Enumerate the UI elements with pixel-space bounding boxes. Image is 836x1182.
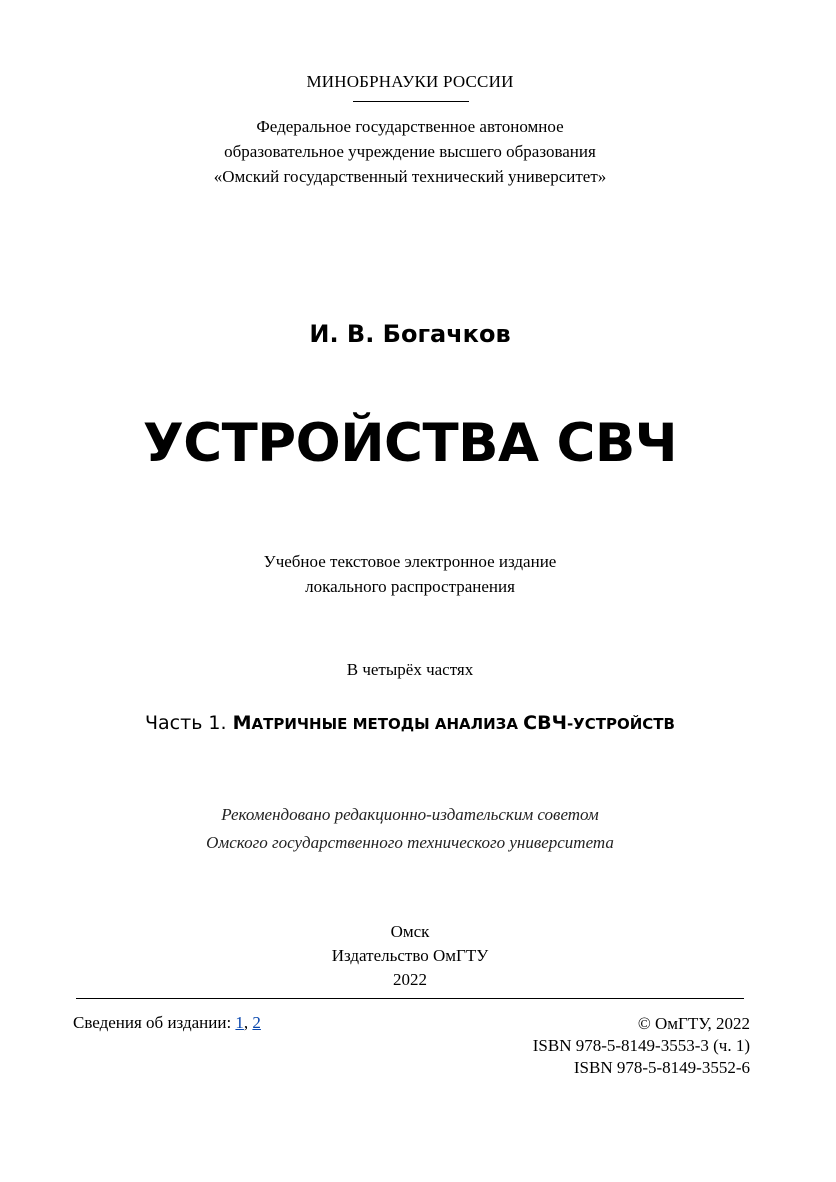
part-title <box>0 712 820 734</box>
ministry-divider <box>353 101 469 102</box>
part-name-rest-2: -УСТРОЙСТВ <box>566 715 675 733</box>
author-name: И. В. Богачков <box>309 320 511 348</box>
recommendation-line-2: Омского государственного технического университета <box>206 833 614 852</box>
part-name-initial: М <box>232 712 252 734</box>
edition-description <box>0 549 820 599</box>
part-name <box>233 712 675 734</box>
publisher-block <box>0 920 820 992</box>
part-name-caps: СВЧ <box>523 712 567 734</box>
copyright-block <box>533 1013 750 1079</box>
isbn-part: ISBN 978-5-8149-3553-3 (ч. 1) <box>532 1036 750 1055</box>
footer-divider <box>76 998 744 999</box>
part-prefix: Часть 1. <box>145 712 233 734</box>
institution-line-2: образовательное учреждение высшего образования <box>224 142 596 161</box>
edition-info <box>73 1013 261 1033</box>
publisher-house: Издательство ОмГТУ <box>331 946 489 965</box>
publisher-city: Омск <box>390 922 430 941</box>
edition-info-separator: , <box>243 1013 253 1032</box>
edition-line-2: локального распространения <box>305 577 515 596</box>
recommendation <box>0 801 820 857</box>
institution-block <box>0 114 820 189</box>
publisher-year: 2022 <box>393 970 427 989</box>
edition-line-1: Учебное текстовое электронное издание <box>263 552 557 571</box>
institution-line-1: Федеральное государственное автономное <box>256 117 564 136</box>
isbn-set: ISBN 978-5-8149-3552-6 <box>573 1058 750 1077</box>
book-title: УСТРОЙСТВА СВЧ <box>142 413 678 474</box>
edition-info-link-2[interactable]: 2 <box>252 1013 261 1032</box>
edition-info-label: Сведения об издании: <box>73 1013 236 1032</box>
part-name-rest-1: АТРИЧНЫЕ МЕТОДЫ АНАЛИЗА <box>251 715 524 733</box>
edition-info-link-1[interactable]: 1 <box>235 1013 244 1032</box>
institution-line-3: «Омский государственный технический университет» <box>213 167 607 186</box>
parts-note: В четырёх частях <box>346 660 474 679</box>
copyright: © ОмГТУ, 2022 <box>637 1014 750 1033</box>
ministry-name: МИНОБРНАУКИ РОССИИ <box>306 72 514 91</box>
recommendation-line-1: Рекомендовано редакционно-издательским советом <box>221 805 599 824</box>
